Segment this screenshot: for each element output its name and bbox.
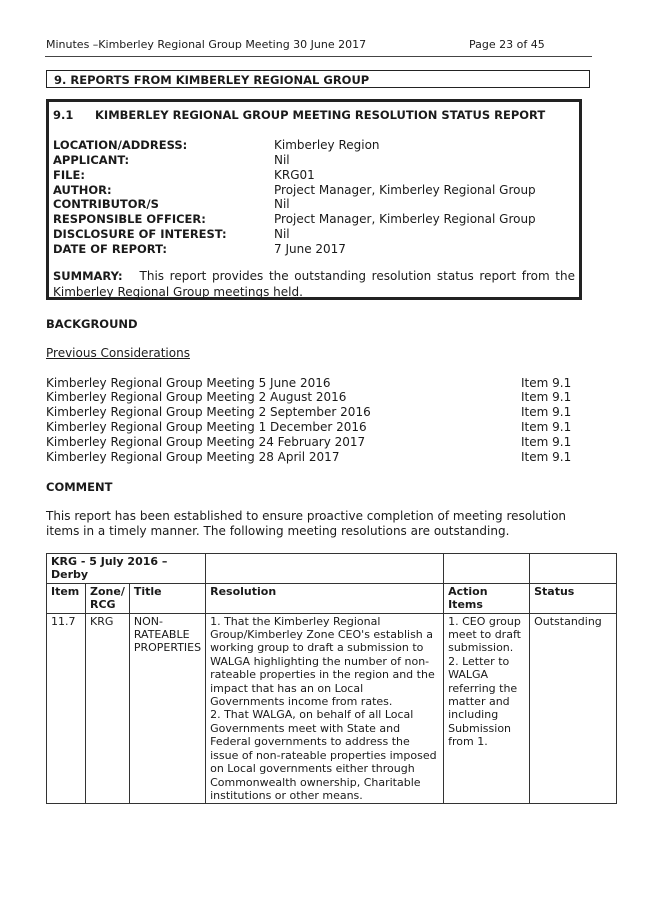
cell-action-items: [444, 613, 530, 804]
report-number: 9.1: [53, 108, 74, 122]
meeting-name: Kimberley Regional Group Meeting 1 December 2016: [46, 420, 367, 434]
previous-considerations-heading: Previous Considerations: [46, 346, 190, 360]
meeting-item: Item 9.1: [521, 376, 572, 390]
meeting-name: Kimberley Regional Group Meeting 2 August 2016: [46, 390, 347, 404]
cell-item: 11.7: [47, 613, 86, 804]
table-cell: [206, 554, 444, 584]
field-label-file: FILE:: [53, 168, 85, 182]
action-item-2: 2. Letter to WALGA referring the matter and including Submission from 1.: [448, 654, 518, 749]
page-header-title: Minutes –Kimberley Regional Group Meeting 30 June 2017: [46, 38, 367, 51]
field-value-author: Project Manager, Kimberley Regional Group: [274, 183, 536, 197]
cell-title: NON-RATEABLE PROPERTIES: [129, 613, 205, 804]
report-title: [53, 108, 545, 122]
summary-label: SUMMARY:: [53, 269, 123, 283]
table-header-row: [47, 583, 617, 613]
header-divider: [45, 56, 592, 57]
header-title: Title: [129, 583, 205, 613]
table-caption-row: [47, 554, 617, 584]
resolution-table: [46, 553, 617, 804]
section-heading-box: [46, 70, 590, 88]
field-label-contributors: CONTRIBUTOR/S: [53, 197, 159, 211]
table-caption: KRG - 5 July 2016 – Derby: [47, 554, 206, 584]
table-row: [47, 613, 617, 804]
field-value-applicant: Nil: [274, 153, 290, 167]
table-cell: [530, 554, 617, 584]
action-item-1: 1. CEO group meet to draft submission.: [448, 614, 521, 655]
meeting-name: Kimberley Regional Group Meeting 24 February 2017: [46, 435, 366, 449]
report-title-text: KIMBERLEY REGIONAL GROUP MEETING RESOLUTION STATUS REPORT: [95, 108, 546, 122]
report-summary: [53, 268, 575, 300]
field-value-disclosure: Nil: [274, 227, 290, 241]
meeting-name: Kimberley Regional Group Meeting 2 September 2016: [46, 405, 371, 419]
comment-heading: COMMENT: [46, 480, 113, 494]
table-cell: [444, 554, 530, 584]
meeting-name: Kimberley Regional Group Meeting 28 April 2017: [46, 450, 340, 464]
background-heading: BACKGROUND: [46, 317, 138, 331]
page-number: Page 23 of 45: [469, 38, 545, 51]
field-label-date: DATE OF REPORT:: [53, 242, 167, 256]
cell-zone: KRG: [86, 613, 130, 804]
section-heading: 9. REPORTS FROM KIMBERLEY REGIONAL GROUP: [54, 73, 370, 87]
header-resolution: Resolution: [206, 583, 444, 613]
meeting-item: Item 9.1: [521, 420, 572, 434]
field-value-file: KRG01: [274, 168, 315, 182]
resolution-point-2: 2. That WALGA, on behalf of all Local Governments meet with State and Federal governments to address the issue of non-rateable properties imposed on Local governments either through Commonwealth ownership, Charitable institutions or other means.: [210, 708, 437, 802]
field-label-disclosure: DISCLOSURE OF INTEREST:: [53, 227, 227, 241]
field-label-responsible-officer: RESPONSIBLE OFFICER:: [53, 212, 206, 226]
header-status: Status: [530, 583, 617, 613]
meeting-item: Item 9.1: [521, 450, 572, 464]
report-details-box: [46, 99, 582, 300]
meeting-item: Item 9.1: [521, 390, 572, 404]
field-label-applicant: APPLICANT:: [53, 153, 130, 167]
field-value-date: 7 June 2017: [274, 242, 346, 256]
meeting-name: Kimberley Regional Group Meeting 5 June 2016: [46, 376, 331, 390]
header-zone: Zone/ RCG: [86, 583, 130, 613]
header-item: Item: [47, 583, 86, 613]
meeting-item: Item 9.1: [521, 405, 572, 419]
resolution-point-1: 1. That the Kimberley Regional Group/Kimberley Zone CEO's establish a working group to draft a submission to WALGA highlighting the number of non-rateable properties in the region and the impact that has an on Local Governments income from rates.: [210, 614, 435, 709]
meeting-item: Item 9.1: [521, 435, 572, 449]
field-value-contributors: Nil: [274, 197, 290, 211]
field-value-responsible-officer: Project Manager, Kimberley Regional Group: [274, 212, 536, 226]
cell-status: Outstanding: [530, 613, 617, 804]
field-value-location: Kimberley Region: [274, 138, 380, 152]
summary-text: This report provides the outstanding resolution status report from the Kimberley Regional Group meetings held.: [53, 269, 575, 299]
cell-resolution: [206, 613, 444, 804]
header-action-items: Action Items: [444, 583, 530, 613]
field-label-location: LOCATION/ADDRESS:: [53, 138, 188, 152]
comment-text: This report has been established to ensure proactive completion of meeting resolution items in a timely manner. The following meeting resolutions are outstanding.: [46, 509, 567, 538]
field-label-author: AUTHOR:: [53, 183, 112, 197]
